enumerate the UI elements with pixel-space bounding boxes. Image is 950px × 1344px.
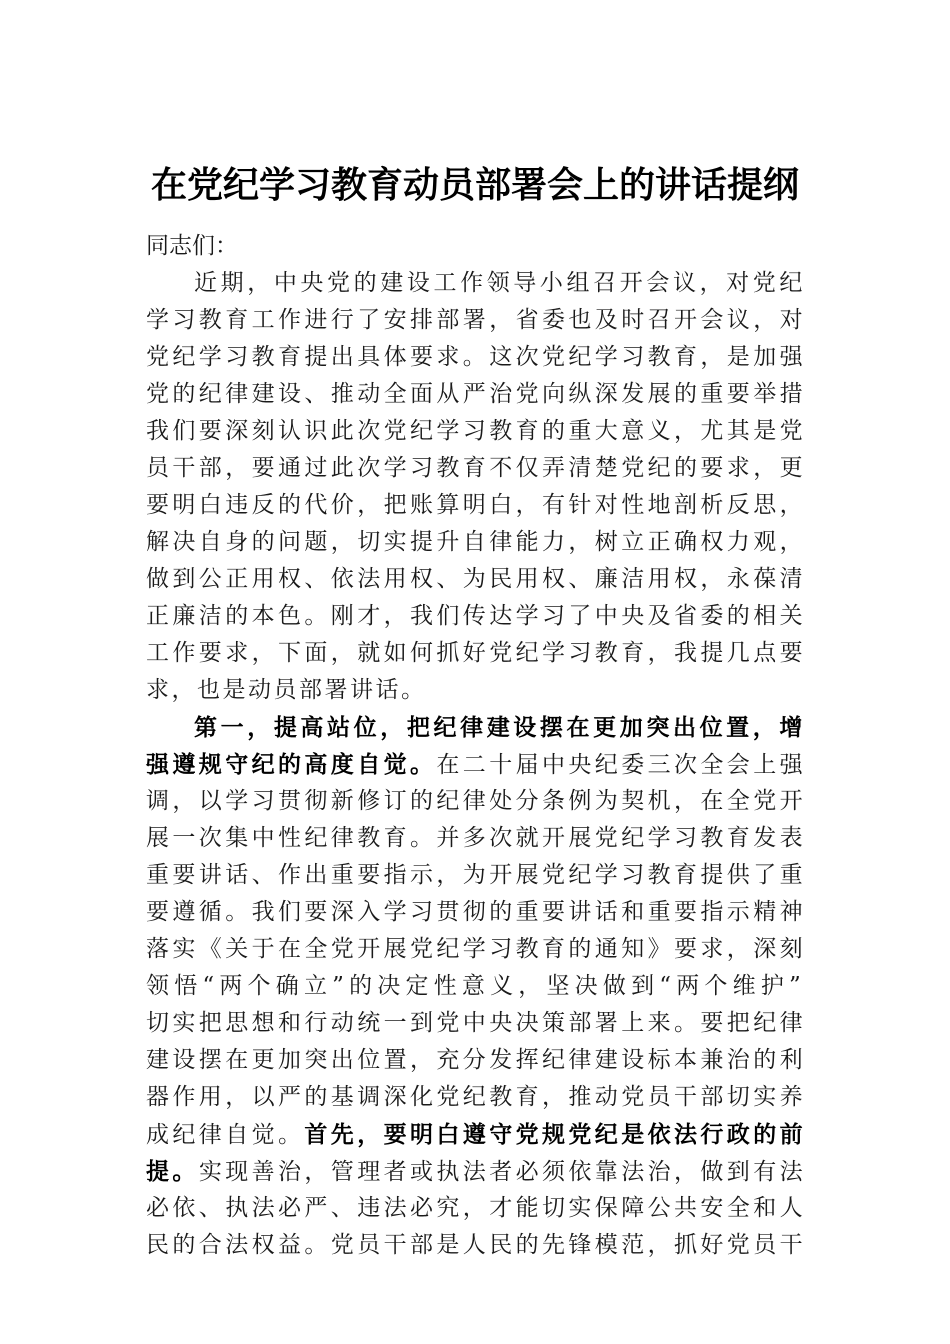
paragraph-line: 民的合法权益。党员干部是人民的先锋模范，抓好党员干 — [146, 1232, 806, 1258]
paragraph-line: 我们要深刻认识此次党纪学习教育的重大意义，尤其是党 — [146, 418, 806, 444]
section-heading-bold: 第一，提高站位，把纪律建设摆在更加突出位置，增 — [194, 714, 806, 741]
paragraph-line: 解决自身的问题，切实提升自律能力，树立正确权力观， — [146, 529, 806, 555]
paragraph-text: 成纪律自觉。 — [146, 1122, 305, 1148]
section-heading-line — [146, 709, 806, 746]
paragraph-text: 实现善治，管理者或执法者必须依靠法治，做到有法 — [198, 1159, 807, 1185]
section-heading-bold: 强遵规守纪的高度自觉。 — [146, 751, 437, 778]
paragraph-line: 要遵循。我们要深入学习贯彻的重要讲话和重要指示精神 — [146, 899, 806, 925]
paragraph-line: 近期，中央党的建设工作领导小组召开会议，对党纪 — [194, 270, 806, 296]
paragraph-line: 必依、执法必严、违法必究，才能切实保障公共安全和人 — [146, 1195, 806, 1221]
paragraph-line: 做到公正用权、依法用权、为民用权、廉洁用权，永葆清 — [146, 566, 806, 592]
paragraph-line: 党的纪律建设、推动全面从严治党向纵深发展的重要举措 — [146, 381, 806, 407]
paragraph-line — [146, 1116, 806, 1153]
paragraph-line: 员干部，要通过此次学习教育不仅弄清楚党纪的要求，更 — [146, 455, 806, 481]
section-heading-line — [146, 746, 806, 783]
paragraph-line: 落实《关于在全党开展党纪学习教育的通知》要求，深刻 — [146, 936, 806, 962]
paragraph-line: 建设摆在更加突出位置，充分发挥纪律建设标本兼治的利 — [146, 1047, 806, 1073]
paragraph-line: 工作要求，下面，就如何抓好党纪学习教育，我提几点要 — [146, 640, 806, 666]
document-title: 在党纪学习教育动员部署会上的讲话提纲 — [150, 164, 799, 206]
salutation: 同志们： — [146, 233, 238, 259]
paragraph-line: 领悟“两个确立”的决定性意义，坚决做到“两个维护” — [146, 973, 806, 999]
paragraph-line: 求，也是动员部署讲话。 — [146, 677, 427, 703]
paragraph-line: 重要讲话、作出重要指示，为开展党纪学习教育提供了重 — [146, 862, 806, 888]
paragraph-line: 调，以学习贯彻新修订的纪律处分条例为契机，在全党开 — [146, 788, 806, 814]
paragraph-line: 正廉洁的本色。刚才，我们传达学习了中央及省委的相关 — [146, 603, 806, 629]
paragraph-line: 展一次集中性纪律教育。并多次就开展党纪学习教育发表 — [146, 825, 806, 851]
paragraph-line: 学习教育工作进行了安排部署，省委也及时召开会议，对 — [146, 307, 806, 333]
paragraph-text: 在二十届中央纪委三次全会上强 — [436, 752, 807, 778]
paragraph-line — [146, 1153, 806, 1190]
subheading-bold: 首先，要明白遵守党规党纪是依法行政的前 — [304, 1121, 807, 1148]
paragraph-line: 要明白违反的代价，把账算明白，有针对性地剖析反思， — [146, 492, 806, 518]
paragraph-line: 党纪学习教育提出具体要求。这次党纪学习教育，是加强 — [146, 344, 806, 370]
paragraph-line: 器作用，以严的基调深化党纪教育，推动党员干部切实养 — [146, 1084, 806, 1110]
paragraph-line: 切实把思想和行动统一到党中央决策部署上来。要把纪律 — [146, 1010, 806, 1036]
subheading-bold: 提。 — [146, 1158, 199, 1185]
document-body — [146, 228, 806, 1264]
